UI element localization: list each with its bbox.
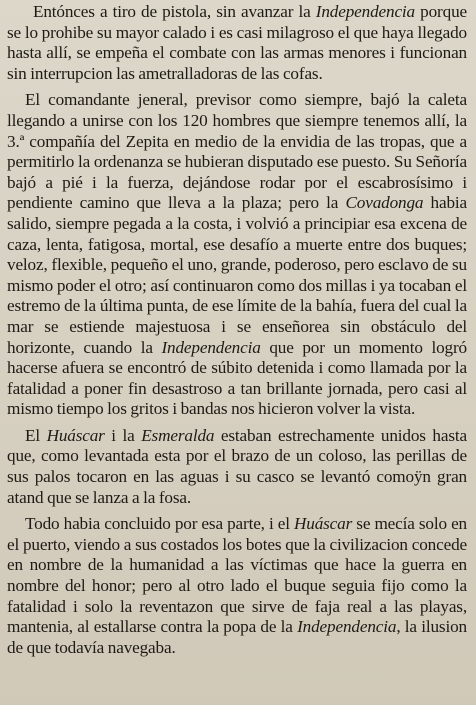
paragraph <box>7 426 467 508</box>
text-run: que por un momento logró hacerse afuera se encontró de súbito detenida i como llamada por la fatalidad a poner fin desastroso a tan brillante jornada, pero casi al mismo tiempo los gritos i bandas nos hicieron volver la vista. <box>7 337 467 419</box>
italic-name: Huáscar <box>46 425 105 445</box>
text-run: El comandante jeneral, previsor como siempre, bajó la caleta llegando a unirse con los 120 hombres que siempre tenemos allí, la 3.ª compañía del Zepita en medio de la envidia de las tropas, que a permitirlo la ordenanza se hubieran disputado ese puesto. Su Señoría bajó a pié i la fuerza, dejándose rodar por el escabrosísimo i pendiente camino que lleva a la plaza; pero la <box>7 90 467 213</box>
text-run: porque se lo prohibe su mayor calado i es casi milagroso el que haya llegado hasta allí, se empeña el combate con las armas menores i funcionan sin interrupcion las ametralladoras de las cofas. <box>7 2 467 83</box>
text-run: El <box>25 425 47 445</box>
text-run: estaban estrechamente unidos hasta que, como levantada esta por el brazo de un coloso, las perillas de sus palos tocaron en las aguas i su casco se levantó comoÿn gran atand que se lanza a la fosa. <box>7 425 467 507</box>
article-body <box>7 2 467 658</box>
text-run: Todo habia concluido por esa parte, i el <box>25 514 294 534</box>
italic-name: Independencia <box>297 617 397 637</box>
paragraph <box>7 514 467 658</box>
text-run: Entónces a tiro de pistola, sin avanzar la <box>33 2 316 21</box>
text-run: se mecía solo en el puerto, viendo a sus costados los botes que la civilizacion concede en nombre de la humanidad a las víctimas que hace la guerra en nombre del honor; pero al otro lado el buque seguia fijo como la fatalidad i solo la reventazon que sirve de faja real a las playas, mantenia, al estallarse contra la popa de la <box>7 514 467 637</box>
text-run: i la <box>104 425 142 445</box>
paragraph <box>7 90 467 420</box>
italic-name: Covadonga <box>345 193 424 213</box>
text-run: , la ilusion de que todavía navegaba. <box>7 617 467 657</box>
text-run: habia salido, siempre pegada a la costa, i volvió a principiar esa excena de caza, lenta, fatigosa, mortal, ese desafío a muerte entre dos buques; veloz, flexible, pequeño el uno, grande, poderoso, pero esclavo de su mismo poder el otro; así continuaron como dos millas i ya tocaban el estremo de la última punta, de ese límite de la bahía, fuera del cual la mar se estiende majestuosa i se enseñorea sin obstáculo del horizonte, cuando la <box>7 193 467 357</box>
paragraph <box>7 2 467 84</box>
italic-name: Huáscar <box>293 514 353 534</box>
italic-name: Esmeralda <box>141 425 215 445</box>
italic-name: Independencia <box>161 337 261 357</box>
italic-name: Independencia <box>315 2 415 21</box>
